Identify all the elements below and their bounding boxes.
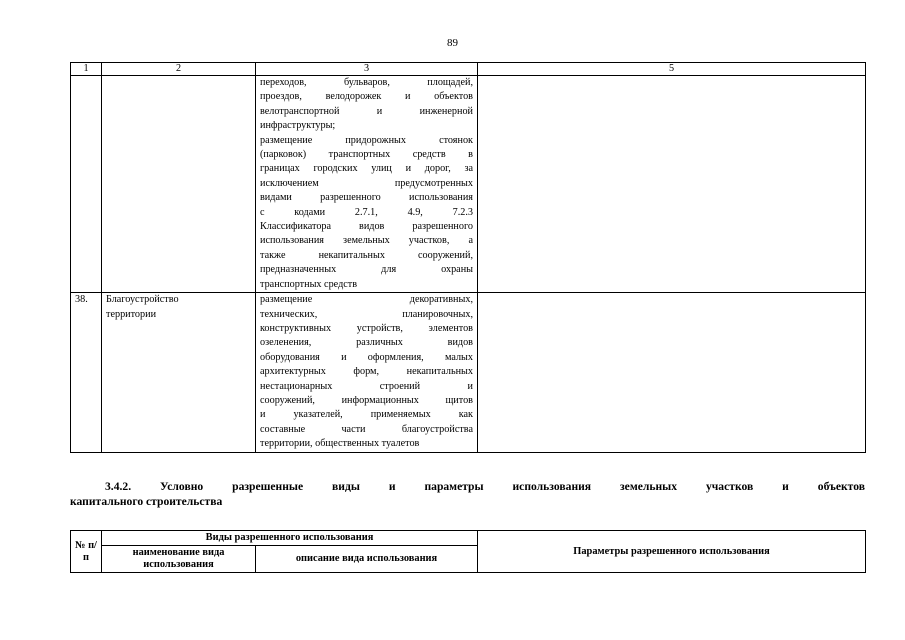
name-line: территории bbox=[106, 308, 157, 320]
description-line: переходов, бульваров, площадей, bbox=[260, 77, 473, 88]
header-col-3: 3 bbox=[256, 63, 478, 76]
description-line: с кодами 2.7.1, 4.9, 7.2.3 bbox=[260, 206, 473, 218]
header-use-name: наименование вида использования bbox=[102, 546, 256, 573]
cell-description bbox=[256, 293, 478, 452]
cell-num bbox=[71, 76, 102, 293]
description-line: Классификатора видов разрешенного bbox=[260, 221, 473, 233]
header-col-1: 1 bbox=[71, 63, 102, 76]
section-heading-line-1: 3.4.2. Условно разрешенные виды и параметры использования земельных участков и объектов bbox=[105, 480, 865, 493]
description-line: также некапитальных сооружений, bbox=[260, 249, 473, 261]
description-line: территории, общественных туалетов bbox=[260, 438, 420, 450]
description-line: предназначенных для охраны bbox=[260, 264, 473, 276]
description-line: видами разрешенного использования bbox=[260, 192, 473, 204]
name-line: Благоустройство bbox=[106, 294, 179, 306]
description-line: велотранспортной и инженерной bbox=[260, 105, 473, 117]
description-line: озеленения, различных видов bbox=[260, 337, 473, 349]
cell-parameters bbox=[478, 293, 866, 452]
header-parameters: Параметры разрешенного использования bbox=[478, 531, 866, 573]
table-row-38 bbox=[71, 293, 866, 452]
cell-name bbox=[102, 76, 256, 293]
table-header-row bbox=[71, 63, 866, 76]
conditional-uses-table bbox=[70, 530, 866, 573]
permitted-uses-table bbox=[70, 62, 866, 453]
description-line: размещение придорожных стоянок bbox=[260, 134, 473, 146]
page-number: 89 bbox=[447, 37, 458, 49]
header-use-description: описание вида использования bbox=[256, 546, 478, 573]
cell-parameters bbox=[478, 76, 866, 293]
description-line: размещение декоративных, bbox=[260, 294, 473, 306]
description-line: транспортных средств bbox=[260, 278, 358, 290]
table-row-continuation bbox=[71, 76, 866, 293]
section-heading-line-2: капитального строительства bbox=[70, 495, 223, 508]
description-line: инфраструктуры; bbox=[260, 120, 336, 132]
header-group-uses: Виды разрешенного использования bbox=[102, 531, 478, 546]
cell-num: 38. bbox=[71, 293, 102, 452]
description-line: технических, планировочных, bbox=[260, 308, 473, 320]
description-line: проездов, велодорожек и объектов bbox=[260, 91, 473, 103]
description-line: границах городских улиц и дорог, за bbox=[260, 163, 473, 175]
header-col-2: 2 bbox=[102, 63, 256, 76]
description-line: исключением предусмотренных bbox=[260, 177, 473, 189]
section-heading bbox=[70, 479, 865, 509]
description-line: оборудования и оформления, малых bbox=[260, 351, 473, 363]
description-line: и указателей, применяемых как bbox=[260, 409, 473, 421]
description-line: составные части благоустройства bbox=[260, 423, 473, 435]
header-col-5: 5 bbox=[478, 63, 866, 76]
description-line: конструктивных устройств, элементов bbox=[260, 322, 473, 334]
description-line: нестационарных строений и bbox=[260, 380, 473, 392]
table-header-row bbox=[71, 531, 866, 546]
header-num: № п/п bbox=[71, 531, 102, 573]
description-line: архитектурных форм, некапитальных bbox=[260, 366, 473, 378]
cell-description bbox=[256, 76, 478, 293]
description-line: сооружений, информационных щитов bbox=[260, 394, 473, 406]
description-line: (парковок) транспортных средств в bbox=[260, 149, 473, 161]
description-line: использования земельных участков, а bbox=[260, 235, 473, 247]
cell-name bbox=[102, 293, 256, 452]
